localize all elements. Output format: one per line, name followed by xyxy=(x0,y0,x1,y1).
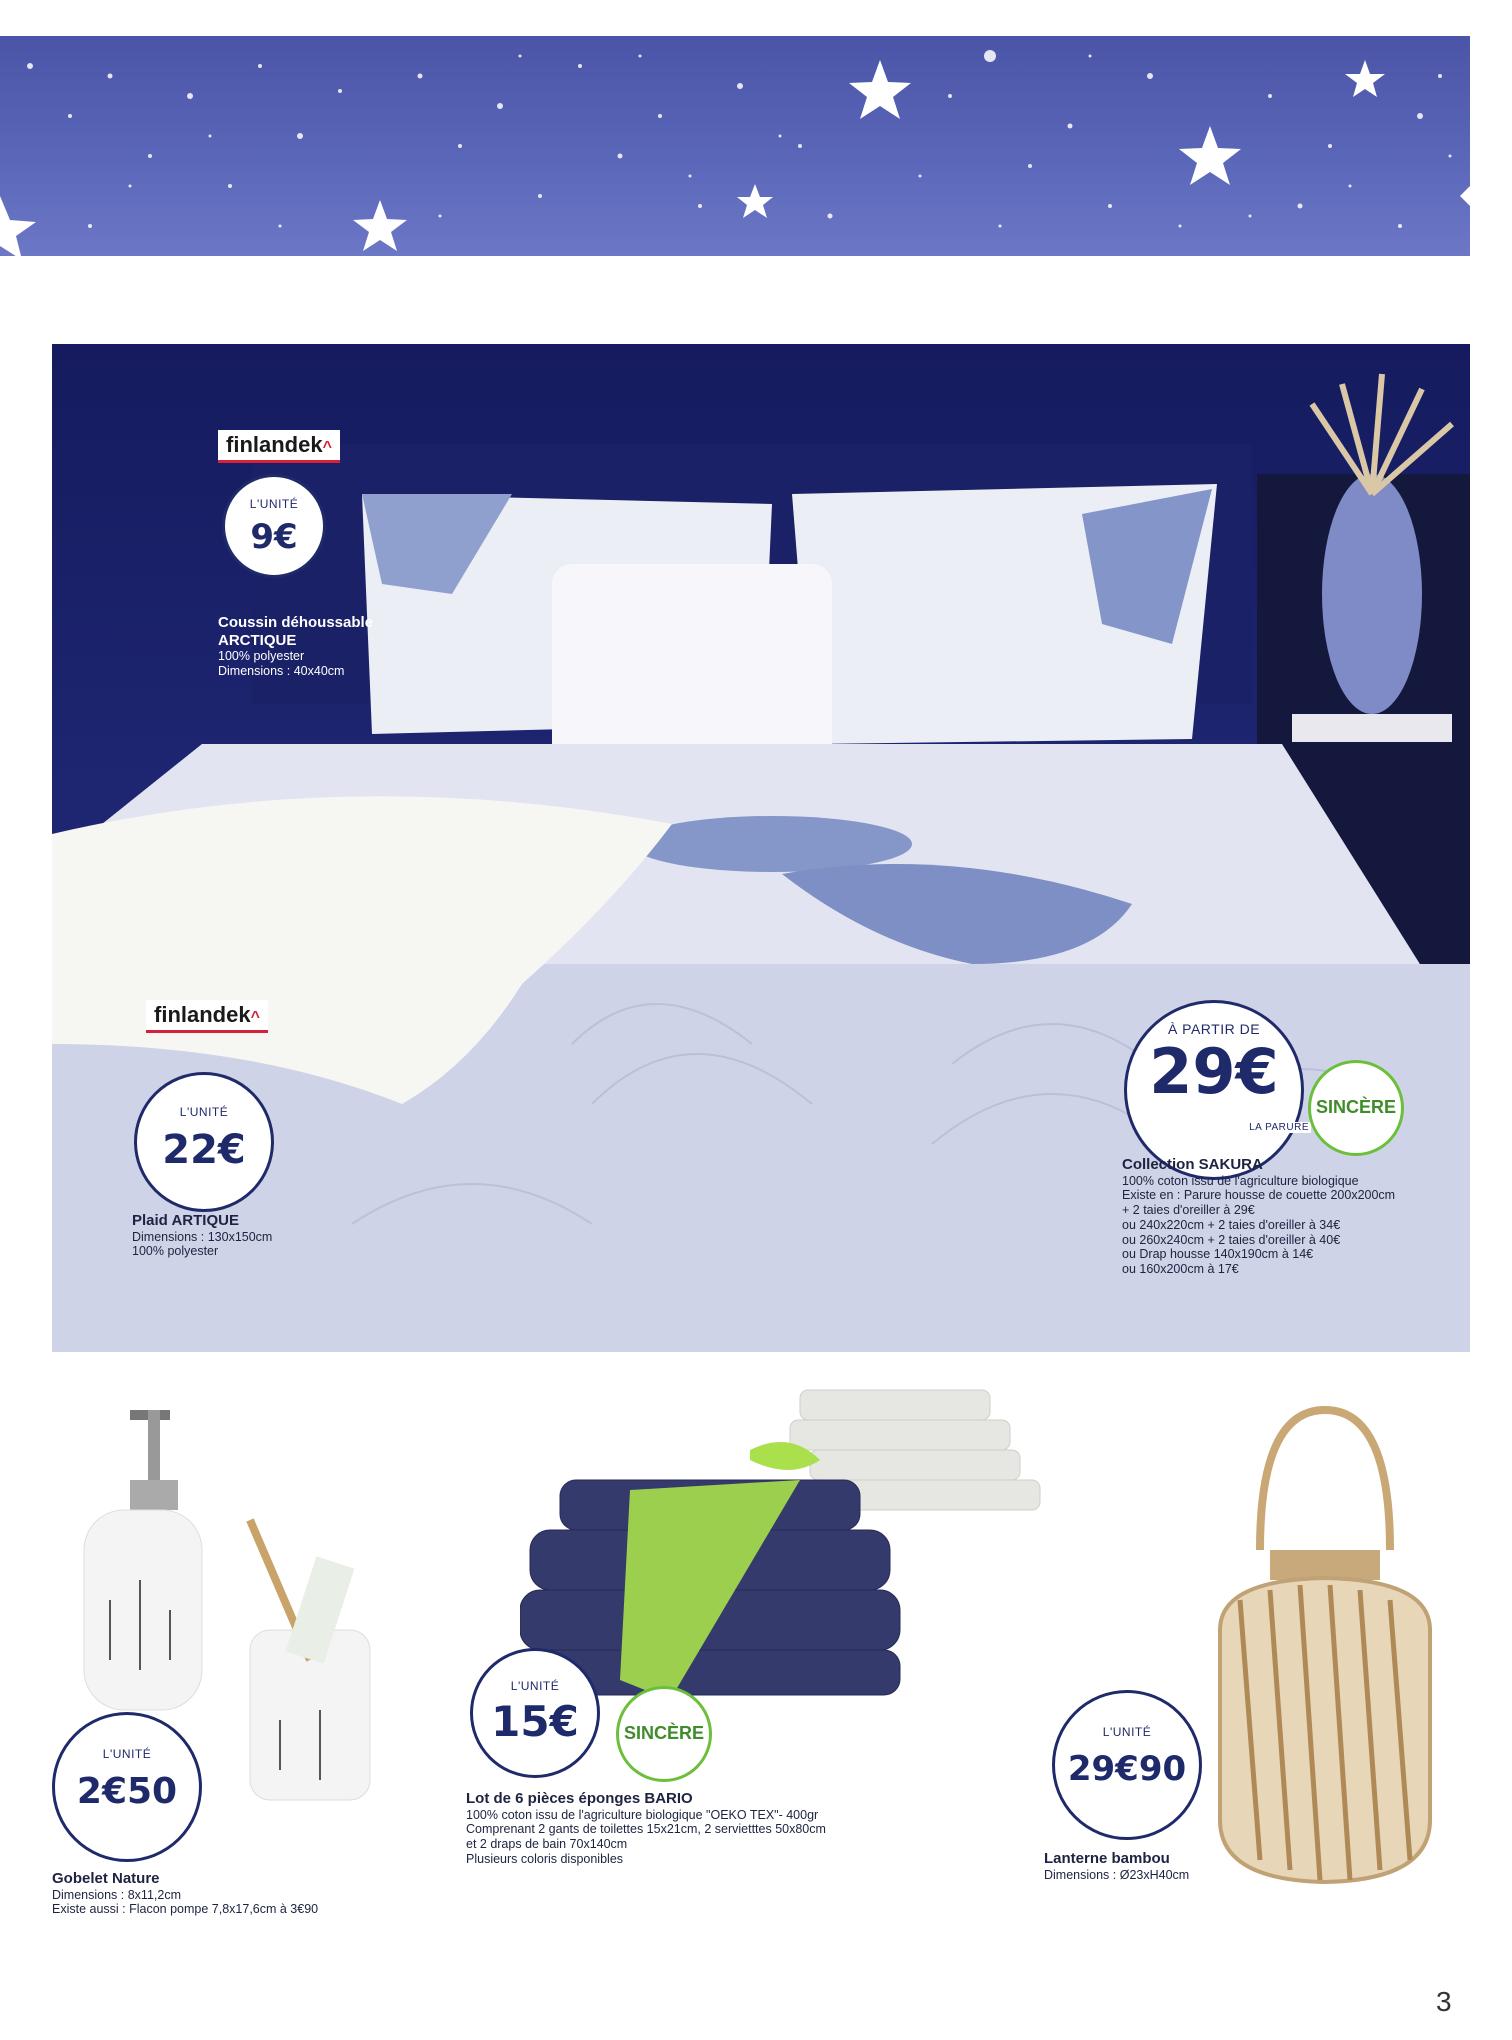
brand-logo-finlandek xyxy=(146,1000,268,1033)
sincere-label: SINCÈRE xyxy=(623,1723,704,1743)
product-detail: Existe aussi : Flacon pompe 7,8x17,6cm à 3€90 xyxy=(52,1902,319,1917)
eponges-description xyxy=(466,1790,826,1867)
star-pattern xyxy=(0,36,1470,256)
product-detail: Dimensions : 40x40cm xyxy=(218,664,345,679)
sakura-description xyxy=(1122,1156,1395,1277)
price-value: 22€ xyxy=(162,1127,246,1173)
brand-name: finlandek xyxy=(226,432,323,457)
plaid-description xyxy=(132,1212,272,1259)
price-label: L'UNITÉ xyxy=(179,1105,229,1119)
price-badge-coussin xyxy=(222,474,326,578)
starry-banner xyxy=(0,36,1470,256)
star-icon xyxy=(737,184,773,218)
product-detail: 100% polyester xyxy=(132,1244,219,1259)
price-badge-eponges xyxy=(470,1648,600,1778)
price-label: L'UNITÉ xyxy=(249,497,299,511)
price-value: 9€ xyxy=(250,517,298,557)
product-detail: ou 240x220cm + 2 taies d'oreiller à 34€ xyxy=(1122,1217,1341,1232)
product-detail: Dimensions : 130x150cm xyxy=(132,1229,273,1244)
brand-mark: ^ xyxy=(250,1009,260,1026)
price-badge-plaid xyxy=(134,1072,274,1212)
product-detail: + 2 taies d'oreiller à 29€ xyxy=(1122,1203,1255,1218)
brand-mark: ^ xyxy=(322,439,332,456)
star-dust xyxy=(27,50,1452,228)
star-icon xyxy=(1179,126,1241,185)
star-icon xyxy=(1345,60,1385,97)
price-value: 15€ xyxy=(491,1697,579,1746)
brand-logo-finlandek xyxy=(218,430,340,463)
product-detail: et 2 draps de bain 70x140cm xyxy=(466,1837,628,1852)
product-detail: 100% coton issu de l'agriculture biologique "OEKO TEX"- 400gr xyxy=(466,1807,819,1822)
star-icon xyxy=(0,196,36,256)
product-detail: 100% polyester xyxy=(218,649,305,664)
vase xyxy=(1322,474,1422,714)
product-title: Gobelet Nature xyxy=(52,1870,160,1887)
product-title: Lot de 6 pièces éponges BARIO xyxy=(466,1790,693,1807)
bamboo-lantern-image xyxy=(1190,1400,1460,1890)
price-value: 29€90 xyxy=(1067,1749,1187,1789)
price-value: 29€ xyxy=(1149,1035,1279,1108)
towel-set-image xyxy=(520,1380,1080,1710)
product-title: Plaid ARTIQUE xyxy=(132,1212,239,1229)
price-label: L'UNITÉ xyxy=(1102,1725,1152,1739)
white-cushion xyxy=(552,564,832,764)
books xyxy=(1292,714,1452,742)
page-number: 3 xyxy=(1436,1986,1452,2017)
product-title: Lanterne bambou xyxy=(1044,1850,1170,1867)
price-badge-sakura xyxy=(1124,1000,1309,1180)
sincere-label-badge xyxy=(1308,1060,1404,1156)
price-value: 2€50 xyxy=(76,1771,178,1812)
product-detail: Comprenant 2 gants de toilettes 15x21cm, 2 servietttes 50x80cm xyxy=(466,1822,826,1837)
price-label: L'UNITÉ xyxy=(102,1747,152,1761)
sincere-label-badge xyxy=(616,1686,712,1782)
coussin-description xyxy=(218,614,373,679)
price-prefix: À PARTIR DE xyxy=(1167,1021,1261,1037)
product-detail: Dimensions : Ø23xH40cm xyxy=(1044,1867,1190,1882)
product-title-line2: ARCTIQUE xyxy=(218,631,297,649)
product-detail: ou 260x240cm + 2 taies d'oreiller à 40€ xyxy=(1122,1232,1341,1247)
product-title: Collection SAKURA xyxy=(1122,1156,1263,1173)
price-badge-gobelet xyxy=(52,1712,202,1862)
product-title: Coussin déhoussable xyxy=(218,614,374,631)
product-detail: Plusieurs coloris disponibles xyxy=(466,1851,624,1866)
lanterne-description xyxy=(1044,1850,1189,1882)
star-icon xyxy=(1460,186,1470,206)
product-detail: Dimensions : 8x11,2cm xyxy=(52,1887,181,1902)
star-icon xyxy=(353,200,407,251)
product-detail: 100% coton issu de l'agriculture biologique xyxy=(1122,1173,1359,1188)
star-icon xyxy=(849,60,911,119)
price-suffix: LA PARURE xyxy=(1249,1122,1309,1133)
product-detail: ou Drap housse 140x190cm à 14€ xyxy=(1122,1247,1314,1262)
price-badge-lanterne xyxy=(1052,1690,1202,1840)
product-detail: ou 160x200cm à 17€ xyxy=(1122,1262,1239,1277)
product-detail: Existe en : Parure housse de couette 200x200cm xyxy=(1122,1188,1396,1203)
brand-name: finlandek xyxy=(154,1002,251,1027)
price-label: L'UNITÉ xyxy=(510,1679,560,1693)
sincere-label: SINCÈRE xyxy=(1315,1097,1396,1117)
gobelet-description xyxy=(52,1870,318,1917)
